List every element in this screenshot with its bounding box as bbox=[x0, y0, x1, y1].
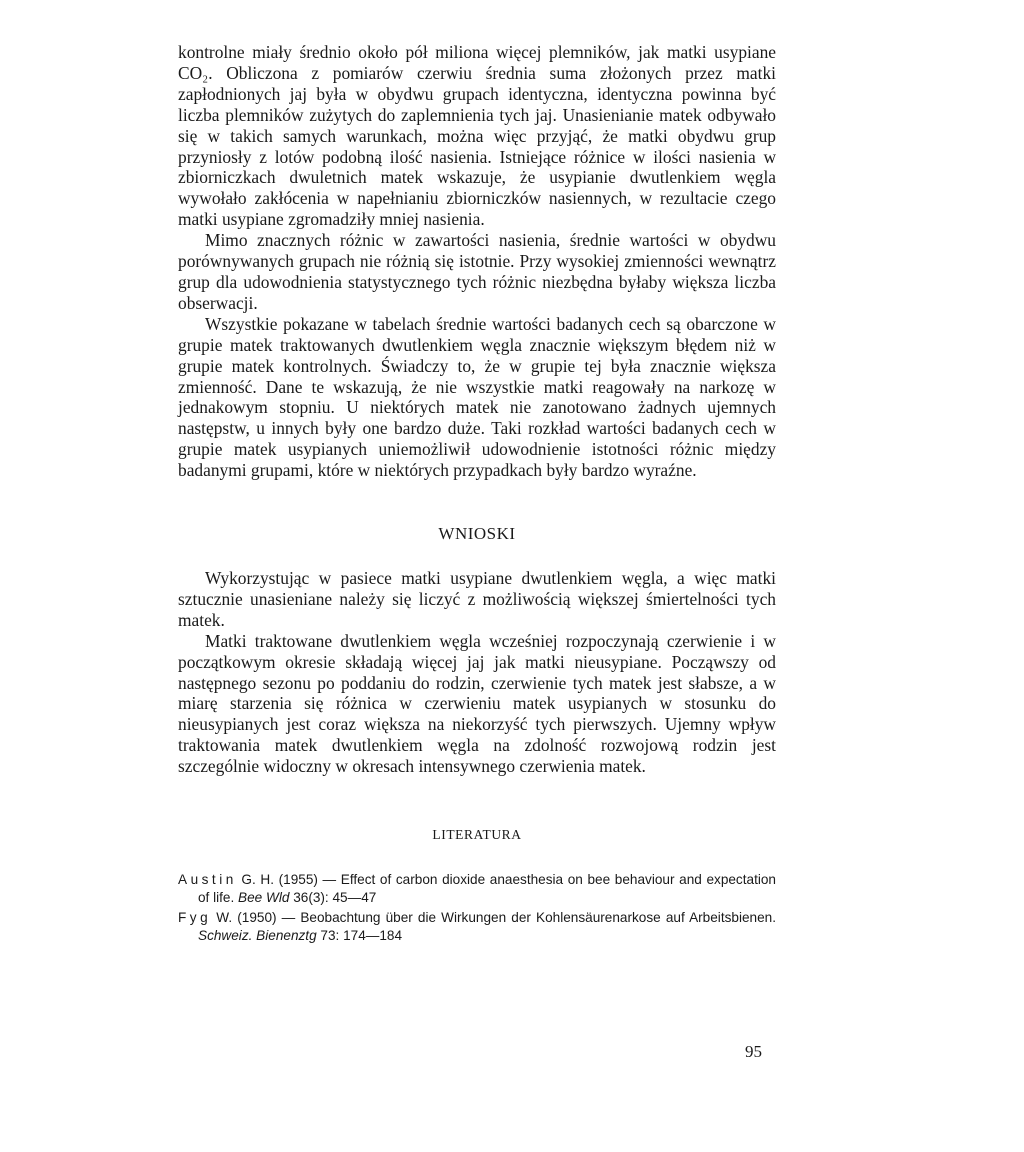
reference-author: Austin bbox=[178, 872, 237, 888]
reference-journal: Schweiz. Bienenztg bbox=[198, 928, 317, 944]
body-paragraph: Mimo znacznych różnic w zawartości nasienia, średnie wartości w obydwu porównywanych grupach nie różnią się istotnie. Przy wysokiej zmienności wewnątrz grup dla udowodnienia statystycznego tych różnic niezbędna byłaby większa liczba obserwacji. bbox=[178, 230, 776, 313]
conclusions-section bbox=[178, 568, 776, 777]
conclusions-heading: WNIOSKI bbox=[438, 524, 516, 544]
conclusion-paragraph: Matki traktowane dwutlenkiem węgla wcześniej rozpoczynają czerwienie i w początkowym okresie składają więcej jaj jak matki nieusypiane. Począwszy od następnego sezonu po poddaniu do rodzin, czerwienie tych matek jest słabsze, a w miarę starzenia się różnica w czerwieniu matek usypianych w stosunku do nieusypianych jest coraz większa na niekorzyść tych pierwszych. Ujemny wpływ traktowania matek dwutlenkiem węgla na zdolność rozwojową rodzin jest szczególnie widoczny w okresach intensywnego czerwienia matek. bbox=[178, 630, 776, 777]
page-content bbox=[178, 42, 776, 947]
reference-list bbox=[178, 871, 776, 945]
reference-item bbox=[178, 871, 776, 907]
conclusion-paragraph: Wykorzystując w pasiece matki usypiane dwutlenkiem węgla, a więc matki sztucznie unasieniane należy się liczyć z możliwością większej śmiertelności tych matek. bbox=[178, 568, 776, 630]
page-number: 95 bbox=[745, 1042, 762, 1061]
reference-text: G. H. (1955) — Effect of carbon dioxide anaesthesia on bee behaviour and expectation of life. bbox=[198, 872, 776, 906]
reference-item bbox=[178, 909, 776, 945]
literature-heading: LITERATURA bbox=[432, 827, 522, 843]
reference-author: Fyg bbox=[178, 910, 212, 926]
body-section bbox=[178, 42, 776, 481]
reference-text: W. (1950) — Beobachtung über die Wirkungen der Kohlensäurenarkose auf Arbeitsbienen. bbox=[211, 910, 776, 926]
reference-pages: 73: 174—184 bbox=[316, 928, 403, 944]
body-paragraph: Wszystkie pokazane w tabelach średnie wartości badanych cech są obarczone w grupie matek traktowanych dwutlenkiem węgla znacznie większym błędem niż w grupie matek kontrolnych. Świadczy to, że w grupie tej była znacznie większa zmienność. Dane te wskazują, że nie wszystkie matki reagowały na narkozę w jednakowym stopniu. U niektórych matek nie zanotowano żadnych ujemnych następstw, u innych były one bardzo duże. Taki rozkład wartości badanych cech w grupie matek usypianych uniemożliwił udowodnienie istotności różnic między badanymi grupami, które w niektórych przypadkach były bardzo wyraźne. bbox=[178, 313, 776, 481]
body-paragraph: kontrolne miały średnio około pół miliona więcej plemników, jak matki usypiane CO₂. Obliczona z pomiarów czerwiu średnia suma złożonych przez matki zapłodnionych jaj była w obydwu grupach identyczna, identyczna powinna być liczba plemników zużytych do zaplemnienia tych jaj. Unasienianie matek odbywało się w takich samych warunkach, można więc przyjąć, że matki obydwu grup przyniosły z lotów podobną ilość nasienia. Istniejące różnice w ilości nasienia w zbiorniczkach dwuletnich matek wskazuje, że usypianie dwutlenkiem węgla wywołało zakłócenia w napełnianiu zbiorniczków nasiennych, w rezultacie czego matki usypiane zgromadziły mniej nasienia. bbox=[178, 42, 776, 230]
reference-pages: 36(3): 45—47 bbox=[289, 890, 377, 906]
reference-journal: Bee Wld bbox=[238, 890, 290, 906]
